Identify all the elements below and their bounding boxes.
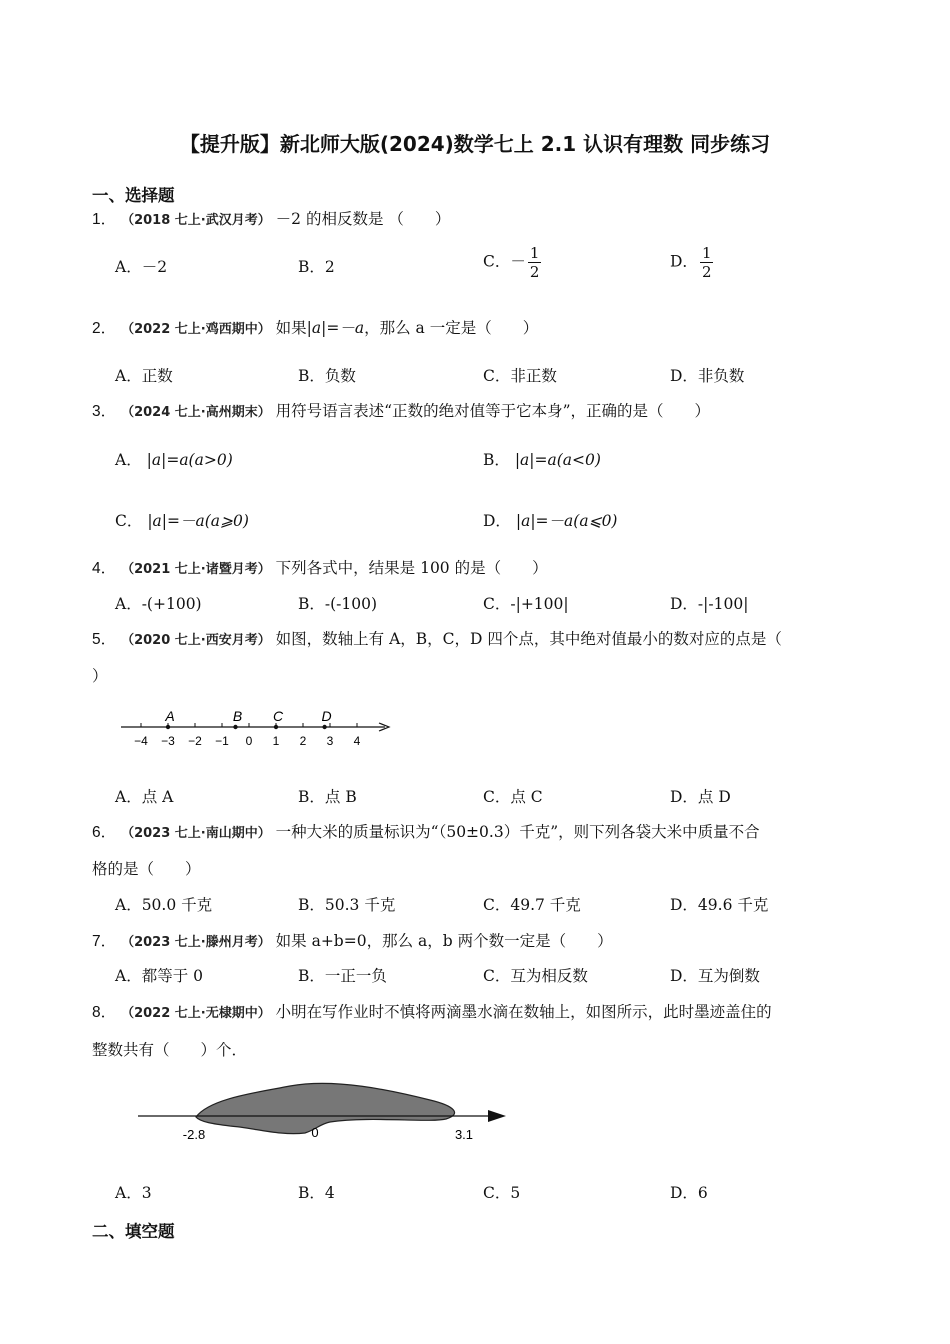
question-number: 4． [92,560,117,577]
option-label: B． [483,451,510,469]
question-source: （2021 七上·诸暨月考） [121,562,271,577]
option-label: C．－ [483,252,526,271]
point-a [166,725,170,729]
option-b[interactable]: B．点 B [298,788,357,806]
option-c[interactable]: C．互为相反数 [483,967,588,985]
formula: |a|=a(a>0) [146,451,233,469]
option-c[interactable]: C．5 [483,1184,521,1202]
question-text: ，那么 a 一定是（ ） [364,319,539,337]
arrow-head-icon [488,1110,506,1122]
ink-blot [196,1083,455,1133]
question-text-continued: 整数共有（ ）个． [92,1041,248,1059]
point-c [274,725,278,729]
question-text-continued: 格的是（ ） [92,860,201,878]
question-text: 一种大米的质量标识为“（50±0.3）千克”，则下列各袋大米中质量不合 [275,823,760,841]
question-source: （2018 七上·武汉月考） [121,213,271,228]
option-label: A． [115,451,142,469]
question-2 [92,316,538,338]
option-a[interactable]: A．3 [115,1184,152,1202]
denominator: 2 [701,263,712,281]
option-d[interactable]: D．非负数 [670,367,745,385]
point-label: D [321,708,332,724]
option-b[interactable] [483,448,601,470]
question-number: 8． [92,1004,117,1021]
point-b [233,725,237,729]
option-a[interactable]: A．点 A [115,788,174,806]
tick-label: 1 [272,734,280,748]
option-b[interactable]: B．4 [298,1184,335,1202]
tick-label: 3 [326,734,334,748]
question-1 [92,207,450,229]
number-line-figure [115,700,395,752]
point-label: B [232,708,243,724]
tick-label: −4 [134,734,148,748]
numerator: 1 [701,244,712,262]
question-source: （2023 七上·滕州月考） [121,935,271,950]
question-source: （2020 七上·西安月考） [121,633,271,648]
question-number: 1． [92,211,117,228]
numerator: 1 [529,244,540,262]
option-a[interactable]: A．－2 [115,258,168,276]
ink-blot-number-line [130,1080,520,1152]
option-label: D． [483,512,511,530]
option-b[interactable]: B．50.3 千克 [298,896,396,914]
option-b[interactable]: B．一正一负 [298,967,387,985]
option-a[interactable]: A．都等于 0 [115,967,203,985]
question-5 [92,627,782,649]
formula: |a|=－a [306,319,365,337]
option-b[interactable]: B．-(-100) [298,595,378,613]
tick-label: −3 [161,734,175,748]
option-label: C． [115,512,143,530]
option-d[interactable]: D．49.6 千克 [670,896,769,914]
formula: |a|=a(a<0) [514,451,601,469]
question-text: 如图，数轴上有 A，B，C，D 四个点，其中绝对值最小的数对应的点是（ [275,630,782,648]
question-number: 2． [92,320,117,337]
option-label: D． [670,252,698,271]
question-7 [92,929,613,951]
question-text-continued: ） [92,667,108,685]
option-d[interactable]: D．-|-100| [670,595,749,613]
option-b[interactable]: B．2 [298,258,335,276]
option-a[interactable]: A．50.0 千克 [115,896,213,914]
label-right: 3.1 [454,1127,474,1142]
tick-label: 0 [245,734,253,748]
option-d[interactable] [483,509,617,531]
tick-label: 2 [299,734,307,748]
option-c[interactable]: C．点 C [483,788,543,806]
option-d[interactable]: D．点 D [670,788,731,806]
option-c[interactable]: C．-|+100| [483,595,569,613]
option-d[interactable] [670,244,715,281]
question-number: 3． [92,403,117,420]
option-a[interactable]: A．-(+100) [115,595,202,613]
question-number: 7． [92,933,117,950]
question-text: 如果 a+b=0，那么 a，b 两个数一定是（ ） [275,932,613,950]
question-number: 5． [92,631,117,648]
fraction [700,244,714,281]
tick-label: 4 [353,734,361,748]
option-c[interactable] [483,244,543,281]
section-heading-choice: 一、选择题 [92,186,175,205]
question-number: 6． [92,824,117,841]
formula: |a|=－a(a⩾0) [147,512,249,530]
formula: |a|=－a(a⩽0) [515,512,618,530]
question-4 [92,556,548,578]
tick-label: −2 [188,734,202,748]
label-left: -2.8 [182,1127,206,1142]
point-label: A [165,708,175,724]
question-source: （2024 七上·高州期末） [121,405,271,420]
question-text: 下列各式中，结果是 100 的是（ ） [275,559,548,577]
question-3 [92,399,710,421]
question-source: （2022 七上·无棣期中） [121,1006,271,1021]
section-heading-fill: 二、填空题 [92,1222,175,1241]
fraction [528,244,542,281]
question-text: 如果 [275,319,307,337]
option-c[interactable]: C．49.7 千克 [483,896,581,914]
option-c[interactable] [115,509,249,531]
option-d[interactable]: D．6 [670,1184,708,1202]
point-label: C [272,708,284,724]
denominator: 2 [529,263,540,281]
option-d[interactable]: D．互为倒数 [670,967,760,985]
question-source: （2022 七上·鸡西期中） [121,322,271,337]
point-d [322,725,326,729]
tick-label: −1 [215,734,229,748]
page-title: 【提升版】新北师大版(2024)数学七上 2.1 认识有理数 同步练习 [179,132,771,156]
question-text: －2 的相反数是 （ ） [275,210,451,228]
question-text: 用符号语言表述“正数的绝对值等于它本身”，正确的是（ ） [275,402,711,420]
label-zero: 0 [311,1125,319,1140]
question-source: （2023 七上·南山期中） [121,826,271,841]
option-a[interactable]: A．正数 [115,367,173,385]
question-8 [92,1000,772,1022]
option-a[interactable] [115,448,233,470]
question-6 [92,820,760,842]
question-text: 小明在写作业时不慎将两滴墨水滴在数轴上，如图所示，此时墨迹盖住的 [275,1003,772,1021]
option-b[interactable]: B．负数 [298,367,356,385]
option-c[interactable]: C．非正数 [483,367,557,385]
